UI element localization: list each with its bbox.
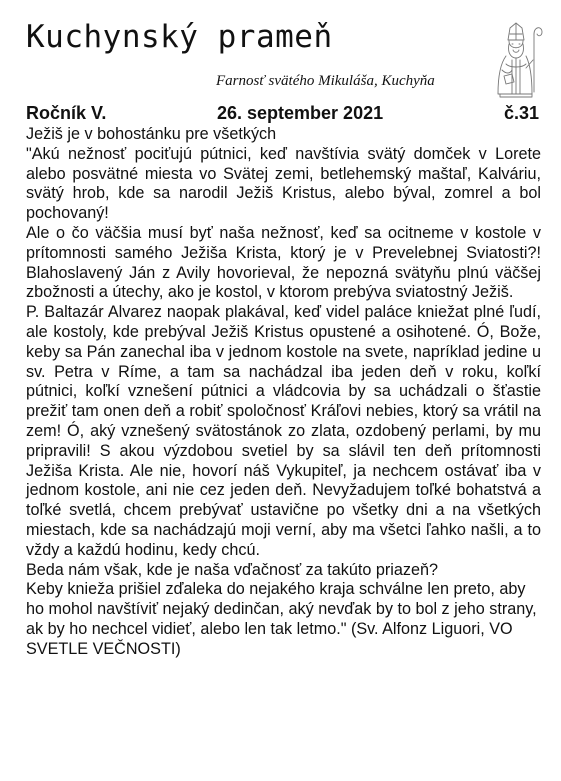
volume-label: Ročník V. bbox=[26, 103, 107, 123]
issue-date: 26. september 2021 bbox=[217, 103, 384, 123]
article-paragraph: Ale o čo väčšia musí byť naša nežnosť, keď sa ocitneme v kostole v prítomnosti samého Ježiša Krista, ktorý je v Prevelebnej Sviatosti?! Blahoslavený Ján z Avily hovorieval, že nepozná svätyňu plnú väčšej zbožnosti a útechy, ako je kostol, v ktorom prebýva sviatostný Ježiš. bbox=[26, 223, 541, 302]
article bbox=[26, 125, 541, 660]
article-paragraph: "Akú nežnosť pociťujú pútnici, keď navštívia svätý domček v Lorete alebo posvätné miesta vo Svätej zemi, betlehemský maštaľ, Kalváriu, svätý hrob, kde sa narodil Ježiš Kristus, alebo býval, zomrel a bol pochovaný! bbox=[26, 144, 541, 223]
masthead bbox=[0, 0, 561, 100]
article-paragraph: P. Baltazár Alvarez naopak plakával, keď videl paláce kniežat plné ľudí, ale kostoly, kde prebýval Ježiš Kristus opustené a osihotené. Ó, Bože, keby sa Pán zanechal iba v jednom kostole na svete, napríklad jedine u sv. Petra v Ríme, a tam sa nachádzal iba jeden deň v roku, koľkí pútnici, koľkí vznešení pútnici a vládcovia by sa uchádzali o šťastie prežiť tam onen deň a robiť spoločnosť Kráľovi nebies, ktorý sa vrátil na zem! Ó, aký vznešený svätostánok zo zlata, ozdobený perlami, by mu pripravili! S akou výzdobou svetiel by sa slávil ten deň prítomnosti Ježiša Krista. Ale nie, hovorí náš Vykupiteľ, ja nechcem ostávať iba v jednom kostole, ani nie cez jeden deň. Nevyžadujem toľké bohatstvá a toľké svetlá, chcem prebývať ustavične po všetky dni a na všetkých miestach, kde sa nachádzajú moji verní, aby ma všetci ľahko našli, a to vždy a každú hodinu, kedy chcú. bbox=[26, 303, 541, 559]
article-paragraph: Keby knieža prišiel zďaleka do nejakého kraja schválne len preto, aby ho mohol navštíviť nejaký dedinčan, aký nevďak by to bol z jeho strany, ak by ho nechcel vidieť, alebo len tak letmo." (Sv. Alfonz Liguori, VO SVETLE VEČNOSTI) bbox=[26, 580, 537, 658]
issue-info bbox=[26, 102, 539, 124]
article-heading: Ježiš je v bohostánku pre všetkých bbox=[26, 125, 277, 143]
parish-subtitle: Farnosť svätého Mikuláša, Kuchyňa bbox=[216, 73, 435, 89]
newsletter-title: Kuchynský prameň bbox=[26, 19, 333, 55]
saint-nicholas-icon bbox=[488, 20, 544, 98]
issue-number: č.31 bbox=[503, 103, 539, 123]
article-paragraph: Beda nám však, kde je naša vďačnosť za takúto priazeň? bbox=[26, 560, 438, 579]
